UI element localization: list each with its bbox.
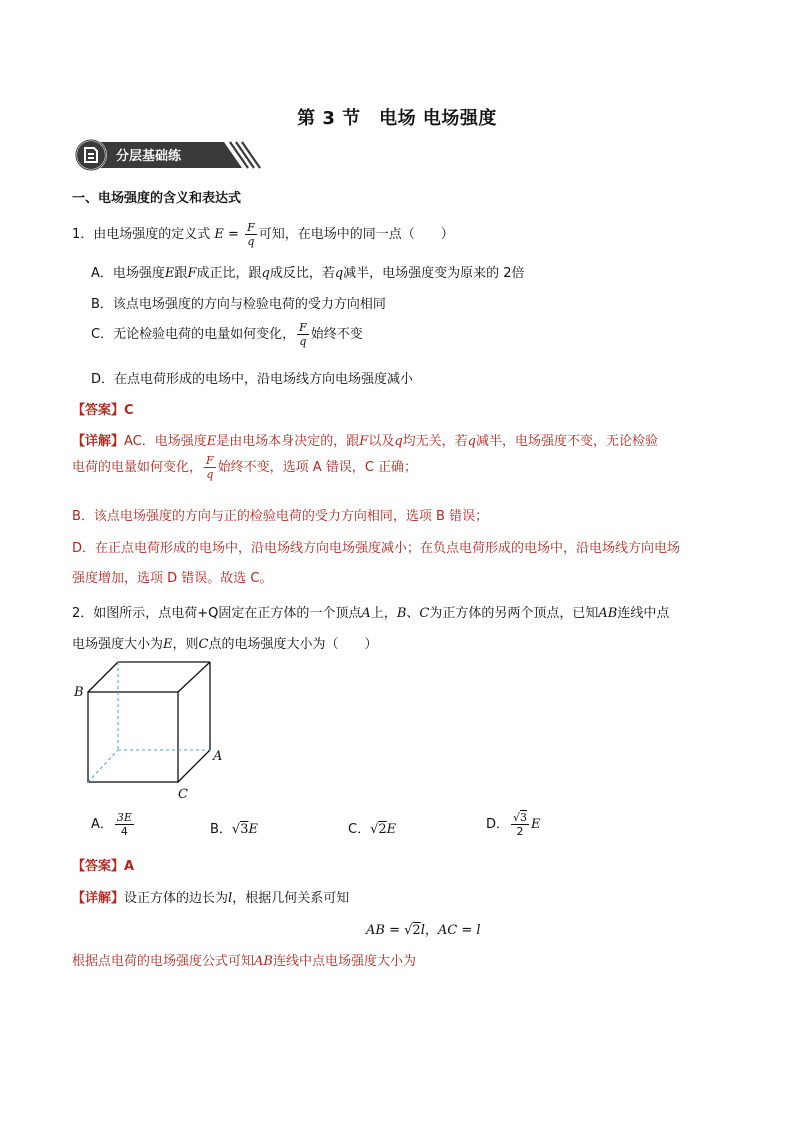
question-1-detail-line-4: D．在正点电荷形成的电场中，沿电场线方向电场强度减小；在负点电荷形成的电场中，沿电场线方向电场 xyxy=(72,541,681,556)
question-1-stem: 1．由电场强度的定义式 E = $\frac{F}{q}$ 可知，在电场中的同一点（ ） xyxy=(72,221,454,248)
question-1-option-d: D．在点电荷形成的电场中，沿电场线方向电场强度减小 xyxy=(91,372,414,387)
page-title: 第 3 节 电场 电场强度 xyxy=(297,108,497,129)
section-badge xyxy=(74,138,264,172)
question-2-option-a: A． $\frac{3E}{4}$ xyxy=(91,811,132,838)
question-1-detail-line-3: B．该点电场强度的方向与正的检验电荷的受力方向相同，选项 B 错误； xyxy=(72,509,489,524)
question-2-option-c: C．√2E xyxy=(348,822,397,837)
section-heading: 一、电场强度的含义和表达式 xyxy=(72,191,242,206)
question-1-option-a: A．电场强度E跟F成正比，跟q成反比，若q减半，电场强度变为原来的 2倍 xyxy=(91,266,525,281)
fraction-F-over-q: $\frac{F}{q}$ xyxy=(247,221,255,248)
question-2-detail-line-1: 【详解】设正方体的边长为l，根据几何关系可知 xyxy=(72,891,350,906)
question-2-option-b: B．√3E xyxy=(210,822,258,837)
badge-graphic xyxy=(74,138,264,172)
vertex-label-A: A xyxy=(213,749,223,764)
question-2-option-d: D． $\frac{√3}{2}$ E xyxy=(486,811,541,838)
question-2-answer: 【答案】A xyxy=(72,859,135,874)
question-1-detail-line-1: 【详解】AC．电场强度E是由电场本身决定的，跟F以及q均无关，若q减半，电场强度不变，无论检验 xyxy=(72,434,659,449)
cube-diagram xyxy=(70,660,230,800)
question-1-option-c: C．无论检验电荷的电量如何变化， $\frac{F}{q}$ 始终不变 xyxy=(91,321,363,348)
badge-label: 分层基础练 xyxy=(116,149,182,164)
question-1-detail-line-5: 强度增加，选项 D 错误。故选 C。 xyxy=(72,571,273,586)
vertex-label-C: C xyxy=(178,787,188,800)
question-1-answer: 【答案】C xyxy=(72,403,134,418)
question-2-stem-line-2: 电场强度大小为E，则C点的电场强度大小为（ ） xyxy=(72,637,378,652)
question-1-option-b: B．该点电场强度的方向与检验电荷的受力方向相同 xyxy=(91,297,386,312)
vertex-label-B: B xyxy=(74,685,84,700)
question-2-detail-line-2: 根据点电荷的电场强度公式可知AB连线中点电场强度大小为 xyxy=(72,954,416,969)
question-1-detail-line-2: 电荷的电量如何变化， $\frac{F}{q}$ 始终不变，选项 A 错误，C 正确； xyxy=(72,454,418,481)
cube-figure xyxy=(70,660,230,800)
question-2-stem-line-1: 2．如图所示，点电荷+Q固定在正方体的一个顶点A上，B、C为正方体的另两个顶点，已知AB连线中点 xyxy=(72,606,670,621)
question-2-equation: AB = √2l，AC = l xyxy=(366,923,481,938)
